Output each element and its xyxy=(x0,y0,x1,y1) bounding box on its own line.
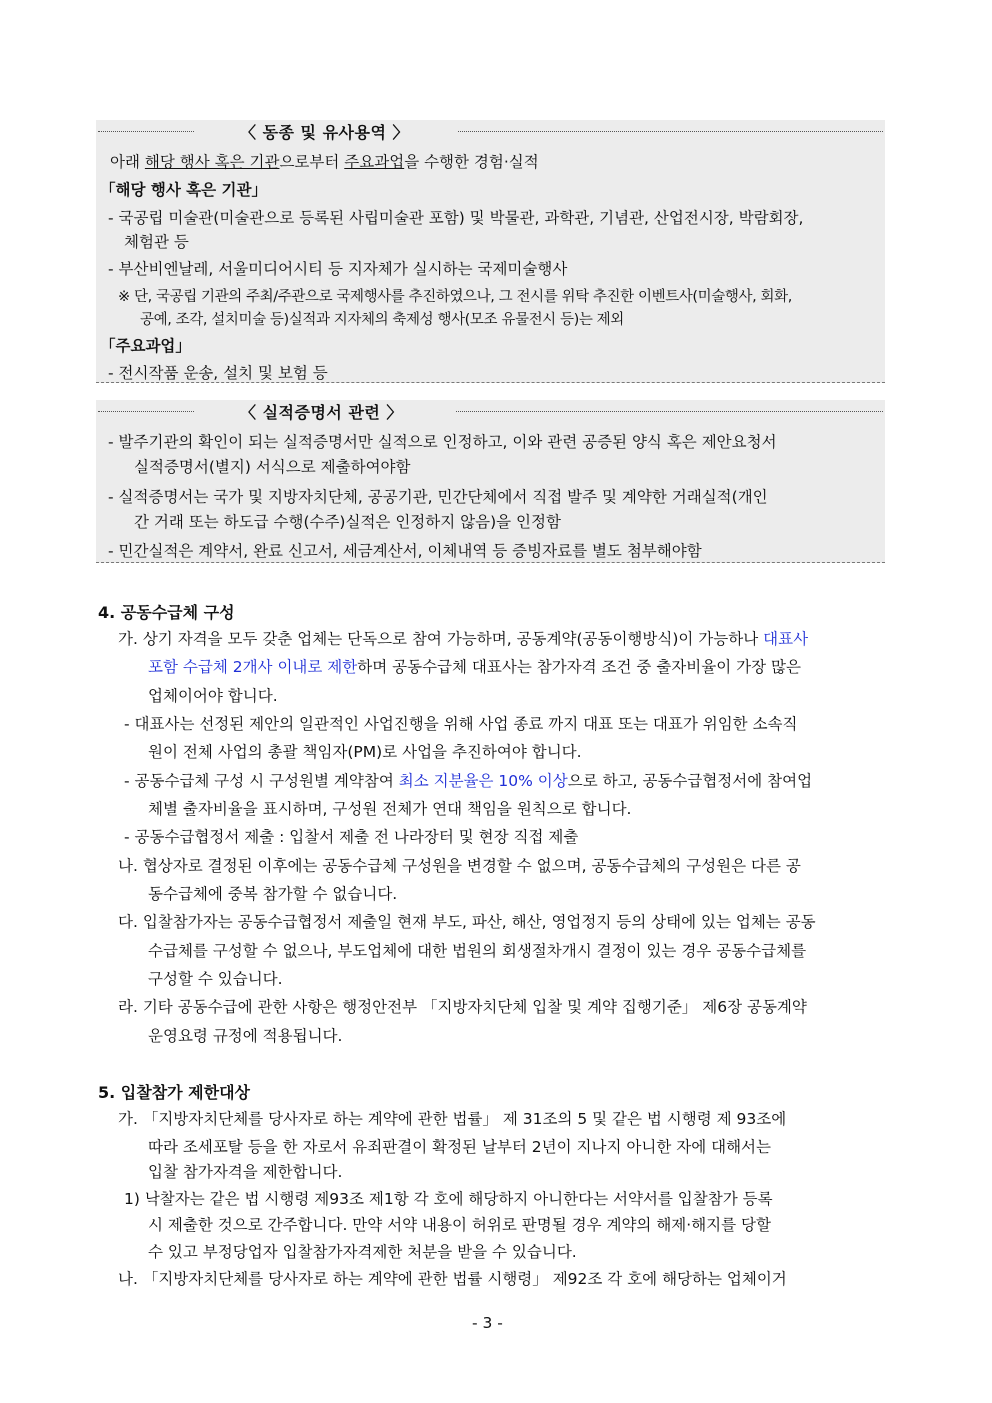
section5-heading: 5. 입찰참가 제한대상 xyxy=(98,1083,250,1102)
box1-item2: - 부산비엔날레, 서울미디어시티 등 지자체가 실시하는 국제미술행사 xyxy=(108,260,568,278)
sec4-ga-line2-text: 하며 공동수급체 대표사는 참가자격 조건 중 출자비율이 가장 많은 xyxy=(357,658,801,676)
sec5-na-line1: 나. 「지방자치단체를 당사자로 하는 계약에 관한 법률 시행령」 제92조 각 호에 해당하는 업체이거 xyxy=(118,1270,787,1288)
sec5-ga-line2: 따라 조세포탈 등을 한 자로서 유죄판결이 확정된 날부터 2년이 지나지 아니한 자에 대해서는 xyxy=(148,1138,771,1156)
sec5-ga-line3: 입찰 참가자격을 제한합니다. xyxy=(148,1163,343,1181)
sec4-ga-line1-text: 가. 상기 자격을 모두 갖춘 업체는 단독으로 참여 가능하며, 공동계약(공동이행방식)이 가능하나 xyxy=(118,630,764,648)
sec4-ga-line1 xyxy=(118,627,808,649)
box1-heading-institution: 「해당 행사 혹은 기관」 xyxy=(100,181,267,199)
sec4-d2-line2: 체별 출자비율을 표시하며, 구성원 전체가 연대 책임을 원칙으로 합니다. xyxy=(148,800,632,818)
sec4-d2-line1 xyxy=(124,769,812,791)
intro-underline-task: 주요과업 xyxy=(344,153,405,171)
box2-b1-line1: - 발주기관의 확인이 되는 실적증명서만 실적으로 인정하고, 이와 관련 공증된 양식 혹은 제안요청서 xyxy=(108,433,777,451)
sec4-ga-highlight-2: 포함 수급체 2개사 이내로 제한 xyxy=(148,658,358,676)
similar-service-box xyxy=(96,120,885,383)
box1-note-line2: 공예, 조각, 설치미술 등)실적과 지자체의 축제성 행사(모조 유물전시 등)는 제외 xyxy=(140,312,624,328)
box1-heading-task: 「주요과업」 xyxy=(100,337,191,355)
header-rule-right xyxy=(458,131,883,132)
sec4-da-line1: 다. 입찰참가자는 공동수급협정서 제출일 현재 부도, 파산, 해산, 영업정지 등의 상태에 있는 업체는 공동 xyxy=(118,913,816,931)
sec4-ga-line3: 업체이어야 합니다. xyxy=(148,687,278,705)
sec4-da-line3: 구성할 수 있습니다. xyxy=(148,970,283,988)
sec4-d1-line2: 원이 전체 사업의 총괄 책임자(PM)로 사업을 추진하여야 합니다. xyxy=(148,743,582,761)
sec4-d2-line1-post: 으로 하고, 공동수급협정서에 참여업 xyxy=(567,772,813,790)
intro-text-mid: 으로부터 xyxy=(279,153,345,171)
sec5-ga-line1: 가. 「지방자치단체를 당사자로 하는 계약에 관한 법률」 제 31조의 5 및 같은 법 시행령 제 93조에 xyxy=(118,1110,787,1128)
header-rule-right xyxy=(456,411,883,412)
intro-text-pre: 아래 xyxy=(110,153,145,171)
sec4-ga-highlight-1: 대표사 xyxy=(763,630,809,648)
similar-service-box-header xyxy=(96,120,885,144)
box2-b1-line2: 실적증명서(별지) 서식으로 제출하여야함 xyxy=(134,458,411,476)
intro-text-post: 을 수행한 경험·실적 xyxy=(404,153,539,171)
sec4-da-line2: 수급체를 구성할 수 없으나, 부도업체에 대한 법원의 회생절차개시 결정이 있는 경우 공동수급체를 xyxy=(148,942,807,960)
page-number: - 3 - xyxy=(472,1314,503,1332)
section4-heading: 4. 공동수급체 구성 xyxy=(98,603,235,622)
box2-b2-line2: 간 거래 또는 하도급 수행(수주)실적은 인정하지 않음)을 인정함 xyxy=(134,513,561,531)
sec4-ra-line1: 라. 기타 공동수급에 관한 사항은 행정안전부 「지방자치단체 입찰 및 계약 집행기준」 제6장 공동계약 xyxy=(118,998,807,1016)
sec4-d3: - 공동수급협정서 제출 : 입찰서 제출 전 나라장터 및 현장 직접 제출 xyxy=(124,828,579,846)
certificate-title: 〈 실적증명서 관련 〉 xyxy=(240,403,403,422)
box1-item1-line1: - 국공립 미술관(미술관으로 등록된 사립미술관 포함) 및 박물관, 과학관, 기념관, 산업전시장, 박람회장, xyxy=(108,209,804,227)
sec4-d2-line1-pre: - 공동수급체 구성 시 구성원별 계약참여 xyxy=(124,772,399,790)
sec5-one-line1: 1) 낙찰자는 같은 법 시행령 제93조 제1항 각 호에 해당하지 아니한다는 서약서를 입찰참가 등록 xyxy=(124,1190,773,1208)
certificate-box xyxy=(96,400,885,563)
box1-note-line1: ※ 단, 국공립 기관의 주최/주관으로 국제행사를 추진하였으나, 그 전시를 위탁 추진한 이벤트사(미술행사, 회화, xyxy=(118,289,792,305)
sec4-d2-highlight: 최소 지분율은 10% 이상 xyxy=(398,772,568,790)
sec4-ra-line2: 운영요령 규정에 적용됩니다. xyxy=(148,1027,343,1045)
similar-service-title: 〈 동종 및 유사용역 〉 xyxy=(240,123,409,142)
box2-b2-line1: - 실적증명서는 국가 및 지방자치단체, 공공기관, 민간단체에서 직접 발주 및 계약한 거래실적(개인 xyxy=(108,488,768,506)
box1-intro xyxy=(110,150,539,172)
header-rule-left xyxy=(98,411,194,412)
box2-b3: - 민간실적은 계약서, 완료 신고서, 세금계산서, 이체내역 등 증빙자료를 별도 첨부해야함 xyxy=(108,542,702,560)
sec4-d1-line1: - 대표사는 선정된 제안의 일관적인 사업진행을 위해 사업 종료 까지 대표 또는 대표가 위임한 소속직 xyxy=(124,715,798,733)
sec4-ga-line2 xyxy=(148,655,801,677)
intro-underline-institution: 해당 행사 혹은 기관 xyxy=(144,153,280,171)
box1-item3: - 전시작품 운송, 설치 및 보험 등 xyxy=(108,364,328,382)
sec4-na-line1: 나. 협상자로 결정된 이후에는 공동수급체 구성원을 변경할 수 없으며, 공동수급체의 구성원은 다른 공 xyxy=(118,857,801,875)
header-rule-left xyxy=(98,131,194,132)
sec5-one-line2: 시 제출한 것으로 간주합니다. 만약 서약 내용이 허위로 판명될 경우 계약의 해제·해지를 당할 xyxy=(148,1216,771,1234)
sec5-one-line3: 수 있고 부정당업자 입찰참가자격제한 처분을 받을 수 있습니다. xyxy=(148,1243,577,1261)
sec4-na-line2: 동수급체에 중복 참가할 수 없습니다. xyxy=(148,885,398,903)
box1-item1-line2: 체험관 등 xyxy=(124,233,189,251)
certificate-box-header xyxy=(96,400,885,424)
